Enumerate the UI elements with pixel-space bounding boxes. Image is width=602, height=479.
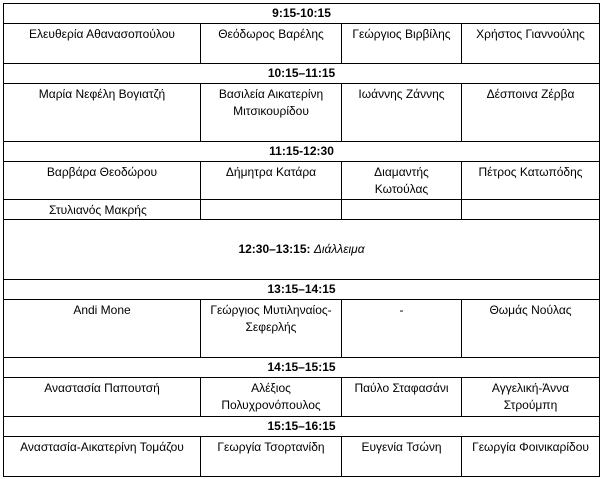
presenter-cell: Θεόδωρος Βαρέλης	[201, 24, 342, 64]
presenter-cell: Μαρία Νεφέλη Βογιατζή	[4, 84, 201, 142]
presenter-cell: Γεωργία Τσορτανίδη	[201, 437, 342, 477]
presenter-cell: Βαρβάρα Θεοδώρου	[4, 162, 201, 200]
presenter-cell: Αγγελική-Άννα Στρούμπη	[462, 378, 600, 417]
presenter-cell: Αναστασία-Αικατερίνη Τομάζου	[4, 437, 201, 477]
presenter-cell: Andi Mone	[4, 300, 201, 358]
time-slot-header: 9:15-10:15	[4, 4, 600, 24]
time-slot-header: 13:15–14:15	[4, 280, 600, 300]
presenter-cell: Γεώργιος Μυτιληναίος-Σεφερλής	[201, 300, 342, 358]
presenter-cell: Πέτρος Κατωπόδης	[462, 162, 600, 200]
empty-cell	[462, 200, 600, 220]
time-slot-header: 14:15–15:15	[4, 358, 600, 378]
presenter-cell: Παύλο Σταφασάνι	[342, 378, 462, 417]
presenter-cell: Ευγενία Τσώνη	[342, 437, 462, 477]
presenter-cell: Χρήστος Γιαννούλης	[462, 24, 600, 64]
presenter-cell: Ιωάννης Ζάννης	[342, 84, 462, 142]
presenter-cell: Δήμητρα Κατάρα	[201, 162, 342, 200]
break-row	[4, 220, 600, 280]
presenter-cell: Ελευθερία Αθανασοπούλου	[4, 24, 201, 64]
presenter-cell: Αναστασία Παπουτσή	[4, 378, 201, 417]
presenter-cell: Βασιλεία Αικατερίνη Μιτσικουρίδου	[201, 84, 342, 142]
empty-cell	[201, 200, 342, 220]
presenter-cell: Αλέξιος Πολυχρονόπουλος	[201, 378, 342, 417]
presenter-cell: Γεώργιος Βιρβίλης	[342, 24, 462, 64]
time-slot-header: 11:15-12:30	[4, 142, 600, 162]
time-slot-header: 10:15–11:15	[4, 64, 600, 84]
schedule-table	[3, 3, 600, 477]
presenter-cell: Διαμαντής Κωτούλας	[342, 162, 462, 200]
presenter-cell: Στυλιανός Μακρής	[4, 200, 201, 220]
presenter-cell: Γεωργία Φοινικαρίδου	[462, 437, 600, 477]
break-time: 12:30–13:15:	[238, 242, 311, 256]
presenter-cell: Θωμάς Νούλας	[462, 300, 600, 358]
presenter-cell: Δέσποινα Ζέρβα	[462, 84, 600, 142]
empty-cell	[342, 200, 462, 220]
break-label: Διάλλειμα	[313, 242, 365, 256]
presenter-cell: -	[342, 300, 462, 358]
time-slot-header: 15:15–16:15	[4, 417, 600, 437]
